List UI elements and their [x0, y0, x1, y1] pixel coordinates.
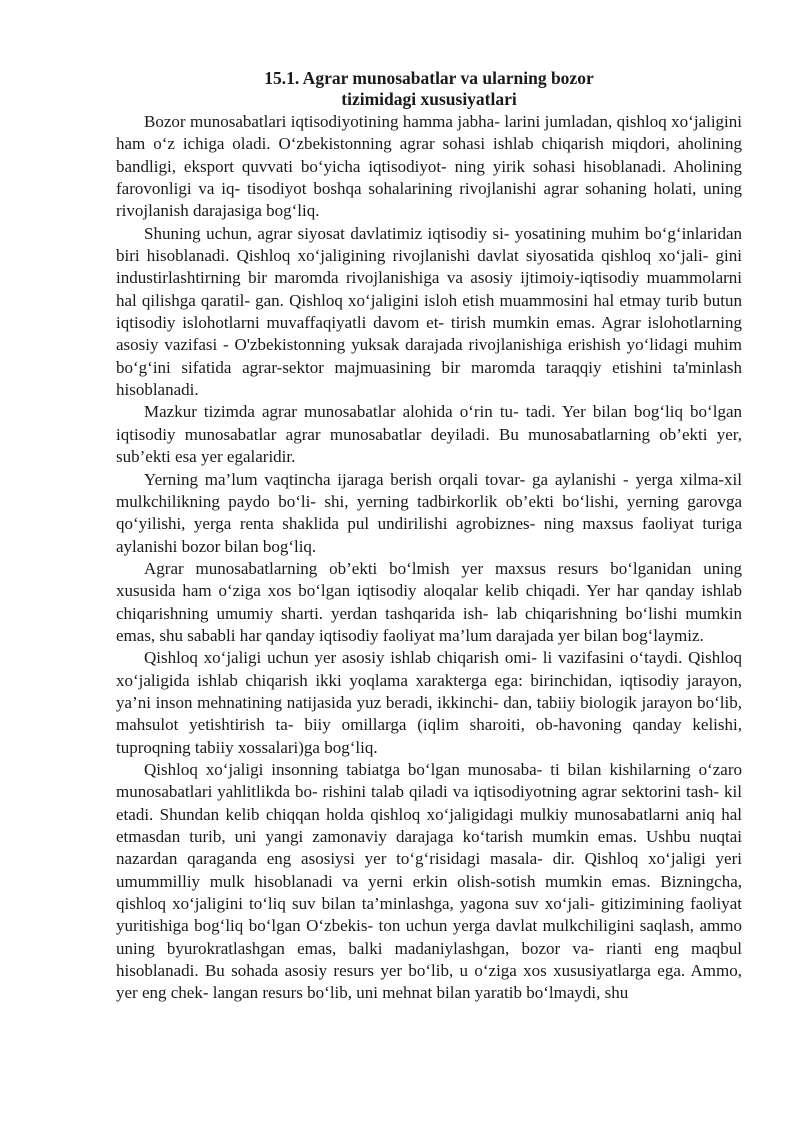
- paragraph-5: Agrar munosabatlarning ob’ekti bo‘lmish yer maxsus resurs bo‘lganidan uning xususida ham o‘ziga xos bo‘lgan iqtisodiy aloqalar kelib chiqadi. Yer har qanday ishlab chiqarishning umumiy sharti. yerdan tashqarida ish- lab chiqarishning bo‘lishi mumkin emas, shu sababli har qanday iqtisodiy faoliyat ma’lum darajada yer bilan bog‘laymiz.: [116, 558, 742, 645]
- section-title: [116, 68, 742, 110]
- paragraph-3: Mazkur tizimda agrar munosabatlar alohida o‘rin tu- tadi. Yer bilan bog‘liq bo‘lgan iqtisodiy munosabatlar agrar munosabatlar deyiladi. Bu munosabatlarning ob’ekti yer, sub’ekti esa yer egalaridir.: [116, 402, 742, 467]
- paragraph-6: Qishloq xo‘jaligi uchun yer asosiy ishlab chiqarish omi- li vazifasini o‘taydi. Qishloq xo‘jaligida ishlab chiqarish ikki yoqlama xarakterga ega: birinchidan, iqtisodiy jarayon, ya’ni inson mehnatining natijasida yuz beradi, ikkinchi- dan, tabiiy biologik jarayon bo‘lib, mahsulot yetishtirish ta- biiy omillarga (iqlim sharoiti, ob-havoning qanday kelishi, tuproqning tabiiy xossalari)ga bog‘liq.: [116, 648, 742, 757]
- section-title-line-1: 15.1. Agrar munosabatlar va ularning bozor: [264, 68, 594, 88]
- paragraph-7: Qishloq xo‘jaligi insonning tabiatga bo‘lgan munosaba- ti bilan kishilarning o‘zaro munosabatlari yahlitlikda bo- rishini talab qiladi va iqtisodiyotning agrar sektorini tash- kil etadi. Shundan kelib chiqqan holda qishloq xo‘jaligidagi mulkiy munosabatlarni aniq hal etmasdan turib, uni yangi zamonaviy darajaga ko‘tarish mumkin emas. Ushbu nuqtai nazardan qaraganda eng asosiysi yer to‘g‘risidagi masala- dir. Qishloq xo‘jaligi yeri umummilliy mulk hisoblanadi va yerni erkin olish-sotish mumkin emas. Bizningcha, qishloq xo‘jaligini to‘liq suv bilan ta’minlashga, yagona suv xo‘jali- gitizimining faoliyat yuritishiga bog‘liq bo‘lgan O‘zbekis- ton uchun yerga davlat mulkchiligini saqlash, ammo uning byurokratlashgan emas, balki madaniylashgan, bozor va- rianti eng maqbul hisoblanadi. Bu sohada asosiy resurs yer bo‘lib, u o‘ziga xos xususiyatlarga ega. Ammo, yer eng chek- langan resurs bo‘lib, uni mehnat bilan yaratib bo‘lmaydi, shu: [116, 759, 742, 1003]
- section-title-line-2: tizimidagi xususiyatlari: [341, 89, 517, 109]
- paragraph-4: Yerning ma’lum vaqtincha ijaraga berish orqali tovar- ga aylanishi - yerga xilma-xil mulkchilikning paydo bo‘li- shi, yerning tadbirkorlik ob’ekti bo‘lishi, yerning garovga qo‘yilishi, yerga renta shaklida pul undirilishi agrobiznes- ning maxsus faoliyat turiga aylanishi bozor bilan bog‘liq.: [116, 469, 742, 556]
- paragraph-1: Bozor munosabatlari iqtisodiyotining hamma jabha- larini jumladan, qishloq xo‘jaligini ham o‘z ichiga oladi. O‘zbekistonning agrar sohasi ishlab chiqarish miqdori, aholining bandligi, eksport quvvati bo‘yicha iqtisodiyot- ning yirik sohasi hisoblanadi. Aholining farovonligi va iq- tisodiyot boshqa sohalarining rivojlanishi agrar sohaning holati, uning rivojlanish darajasiga bog‘liq.: [116, 112, 742, 221]
- paragraph-2: Shuning uchun, agrar siyosat davlatimiz iqtisodiy si- yosatining muhim bo‘g‘inlaridan biri hisoblanadi. Qishloq xo‘jaligining rivojlanishi davlat siyosatida qishloq xo‘jali- gini industirlashtirning bir maromda rivojlanishiga va asosiy ijtimoiy-iqtisodiy muammolarni hal qilishga qaratil- gan. Qishloq xo‘jaligini isloh etish muammosini hal etmay turib butun iqtisodiy islohotlarni muvaffaqiyatli davom et- tirish mumkin emas. Agrar islohotlarning asosiy vazifasi - O'zbekistonning yuksak darajada rivojlanishiga erishish yo‘lidagi muhim bo‘g‘ini sifatida agrar-sektor majmuasining bir maromda taraqqiy etishini ta'minlash hisoblanadi.: [116, 223, 742, 400]
